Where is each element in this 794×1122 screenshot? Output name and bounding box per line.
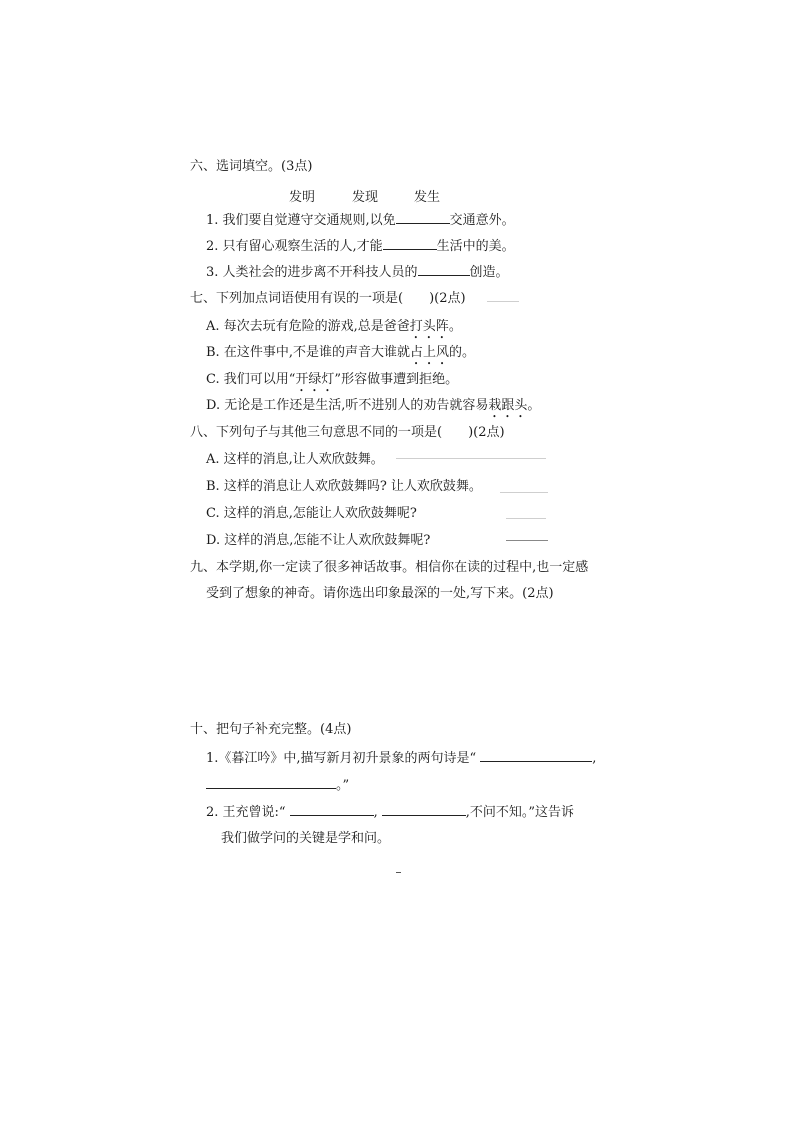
q9-line-1: 九、本学期,你一定读了很多神话故事。相信你在读的过程中,也一定感 (190, 560, 589, 575)
q10-item-1: 1.《暮江吟》中,描写新月初升景象的两句诗是“ , (206, 751, 597, 766)
scan-mark (506, 518, 546, 519)
q8-option-b[interactable]: B. 这样的消息让人欢欣鼓舞吗? 让人欢欣鼓舞。 (206, 479, 482, 494)
answer-blank[interactable] (290, 803, 374, 816)
q6-item-2: 2. 只有留心观察生活的人,才能 生活中的美。 (206, 239, 515, 254)
q6-item-1: 1. 我们要自觉遵守交通规则,以免 交通意外。 (206, 213, 515, 228)
q7-option-c[interactable]: C. 我们可以用“开绿灯”形容做事遭到拒绝。 (206, 372, 459, 387)
q8-heading: 八、下列句子与其他三句意思不同的一项是( )(2点) (190, 425, 505, 440)
q7-option-b[interactable]: B. 在这件事中,不是谁的声音大谁就占上风的。 (206, 345, 475, 360)
q6-item-3: 3. 人类社会的进步离不开科技人员的 创造。 (206, 265, 509, 280)
q8-option-d[interactable]: D. 这样的消息,怎能不让人欢欣鼓舞呢? (206, 533, 431, 548)
q10-item-2-cont: 我们做学问的关键是学和问。 (221, 831, 391, 846)
q7-option-a[interactable]: A. 每次去玩有危险的游戏,总是爸爸打头阵。 (206, 319, 462, 334)
answer-blank[interactable] (396, 211, 450, 224)
q10-item-1-cont: 。” (206, 776, 349, 795)
scan-mark (396, 458, 546, 459)
q7-heading: 七、下列加点词语使用有误的一项是( )(2点) (190, 291, 466, 306)
scan-mark (506, 540, 548, 541)
answer-blank[interactable] (382, 803, 466, 816)
q8-option-a[interactable]: A. 这样的消息,让人欢欣鼓舞。 (206, 452, 384, 467)
answer-blank[interactable] (383, 237, 437, 250)
q6-heading: 六、选词填空。(3点) (190, 159, 313, 174)
q6-word: 发生 (414, 190, 441, 205)
q10-item-2: 2. 王充曾说:“ , ,不问不知。”这告诉 (206, 805, 574, 820)
page-mark (396, 872, 401, 873)
answer-blank[interactable] (206, 776, 336, 789)
q9-answer-area[interactable] (190, 612, 610, 712)
scan-mark (487, 301, 519, 302)
q6-word: 发明 (289, 190, 316, 205)
q9-line-2: 受到了想象的神奇。请你选出印象最深的一处,写下来。(2点) (206, 586, 554, 601)
q10-heading: 十、把句子补充完整。(4点) (190, 722, 352, 737)
answer-blank[interactable] (418, 263, 470, 276)
q6-word: 发现 (352, 190, 379, 205)
scan-mark (500, 492, 548, 493)
q7-option-d[interactable]: D. 无论是工作还是生活,听不进别人的劝告就容易栽跟头。 (206, 398, 541, 413)
q8-option-c[interactable]: C. 这样的消息,怎能让人欢欣鼓舞呢? (206, 506, 417, 521)
answer-blank[interactable] (480, 749, 592, 762)
